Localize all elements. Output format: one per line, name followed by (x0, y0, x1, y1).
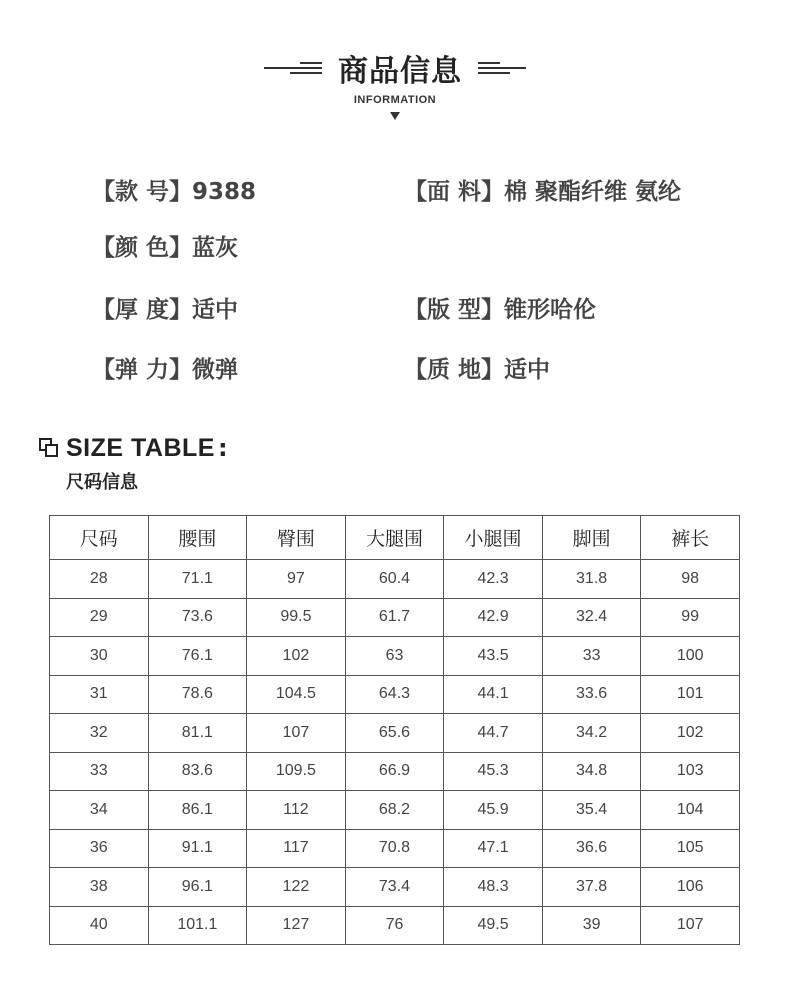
title-decoration-left (264, 62, 322, 74)
table-cell: 78.6 (148, 675, 247, 714)
table-cell: 99.5 (247, 598, 346, 637)
table-cell: 86.1 (148, 791, 247, 830)
table-cell: 28 (50, 560, 149, 599)
section-header (0, 46, 790, 90)
table-cell: 81.1 (148, 714, 247, 753)
table-cell: 106 (641, 868, 740, 907)
table-cell: 64.3 (345, 675, 444, 714)
table-cell: 37.8 (542, 868, 641, 907)
table-cell: 71.1 (148, 560, 247, 599)
table-row (50, 752, 740, 791)
table-cell: 32 (50, 714, 149, 753)
table-cell: 47.1 (444, 829, 543, 868)
table-cell: 102 (641, 714, 740, 753)
info-color (92, 229, 238, 262)
table-cell: 60.4 (345, 560, 444, 599)
table-cell: 76 (345, 906, 444, 945)
table-cell: 73.6 (148, 598, 247, 637)
copy-squares-icon (38, 437, 60, 459)
table-cell: 33.6 (542, 675, 641, 714)
table-cell: 44.1 (444, 675, 543, 714)
table-cell: 91.1 (148, 829, 247, 868)
column-header: 脚围 (542, 516, 641, 560)
table-cell: 96.1 (148, 868, 247, 907)
table-cell: 32.4 (542, 598, 641, 637)
table-cell: 122 (247, 868, 346, 907)
table-cell: 98 (641, 560, 740, 599)
info-thickness (92, 291, 238, 324)
table-cell: 104 (641, 791, 740, 830)
table-row (50, 560, 740, 599)
size-table (49, 515, 740, 945)
size-table-colon: : (217, 434, 228, 462)
table-cell: 63 (345, 637, 444, 676)
info-label: 【颜 色】 (92, 235, 193, 261)
column-header: 小腿围 (444, 516, 543, 560)
table-cell: 36.6 (542, 829, 641, 868)
table-cell: 68.2 (345, 791, 444, 830)
info-value: 微弹 (192, 357, 239, 383)
table-cell: 49.5 (444, 906, 543, 945)
info-label: 【版 型】 (404, 297, 505, 323)
column-header: 尺码 (50, 516, 149, 560)
table-cell: 97 (247, 560, 346, 599)
table-cell: 105 (641, 829, 740, 868)
table-cell: 36 (50, 829, 149, 868)
table-cell: 112 (247, 791, 346, 830)
table-cell: 42.9 (444, 598, 543, 637)
column-header: 裤长 (641, 516, 740, 560)
table-cell: 117 (247, 829, 346, 868)
table-row (50, 791, 740, 830)
table-cell: 99 (641, 598, 740, 637)
page-title: 商品信息 (338, 54, 462, 89)
table-cell: 33 (50, 752, 149, 791)
table-cell: 45.3 (444, 752, 543, 791)
column-header: 腰围 (148, 516, 247, 560)
table-cell: 61.7 (345, 598, 444, 637)
down-arrow-icon (390, 112, 400, 120)
table-cell: 33 (542, 637, 641, 676)
table-cell: 102 (247, 637, 346, 676)
table-cell: 29 (50, 598, 149, 637)
table-row (50, 906, 740, 945)
table-cell: 42.3 (444, 560, 543, 599)
table-cell: 66.9 (345, 752, 444, 791)
table-cell: 73.4 (345, 868, 444, 907)
info-value: 9388 (192, 179, 257, 205)
size-table-title: SIZE TABLE (66, 433, 215, 462)
table-cell: 31.8 (542, 560, 641, 599)
table-row (50, 637, 740, 676)
table-cell: 43.5 (444, 637, 543, 676)
column-header: 大腿围 (345, 516, 444, 560)
info-value: 锥形哈伦 (504, 297, 597, 323)
info-label: 【质 地】 (404, 357, 505, 383)
info-value: 蓝灰 (192, 235, 239, 261)
table-cell: 70.8 (345, 829, 444, 868)
table-cell: 45.9 (444, 791, 543, 830)
table-cell: 40 (50, 906, 149, 945)
info-fit (404, 291, 596, 324)
table-cell: 34.2 (542, 714, 641, 753)
size-table-heading (38, 433, 228, 463)
info-elasticity (92, 351, 238, 384)
table-header-row (50, 516, 740, 560)
column-header: 臀围 (247, 516, 346, 560)
table-cell: 103 (641, 752, 740, 791)
table-cell: 127 (247, 906, 346, 945)
table-cell: 76.1 (148, 637, 247, 676)
page-subtitle: INFORMATION (353, 94, 437, 106)
table-cell: 104.5 (247, 675, 346, 714)
table-cell: 34 (50, 791, 149, 830)
table-cell: 107 (247, 714, 346, 753)
table-cell: 44.7 (444, 714, 543, 753)
table-cell: 31 (50, 675, 149, 714)
info-value: 适中 (504, 357, 551, 383)
table-cell: 101.1 (148, 906, 247, 945)
table-cell: 101 (641, 675, 740, 714)
table-row (50, 829, 740, 868)
info-label: 【面 料】 (404, 179, 505, 205)
info-label: 【款 号】 (92, 179, 193, 205)
table-cell: 109.5 (247, 752, 346, 791)
size-table-subtitle: 尺码信息 (66, 472, 138, 493)
table-cell: 100 (641, 637, 740, 676)
info-fabric (404, 173, 681, 206)
table-cell: 48.3 (444, 868, 543, 907)
info-style-number (92, 173, 256, 206)
table-cell: 107 (641, 906, 740, 945)
table-cell: 30 (50, 637, 149, 676)
info-texture (404, 351, 550, 384)
info-label: 【弹 力】 (92, 357, 193, 383)
table-cell: 39 (542, 906, 641, 945)
title-decoration-right (478, 62, 526, 74)
table-cell: 34.8 (542, 752, 641, 791)
table-row (50, 675, 740, 714)
info-value: 棉 聚酯纤维 氨纶 (504, 179, 682, 205)
table-row (50, 714, 740, 753)
table-cell: 35.4 (542, 791, 641, 830)
table-cell: 38 (50, 868, 149, 907)
table-row (50, 868, 740, 907)
info-label: 【厚 度】 (92, 297, 193, 323)
info-value: 适中 (192, 297, 239, 323)
table-cell: 83.6 (148, 752, 247, 791)
table-cell: 65.6 (345, 714, 444, 753)
table-row (50, 598, 740, 637)
